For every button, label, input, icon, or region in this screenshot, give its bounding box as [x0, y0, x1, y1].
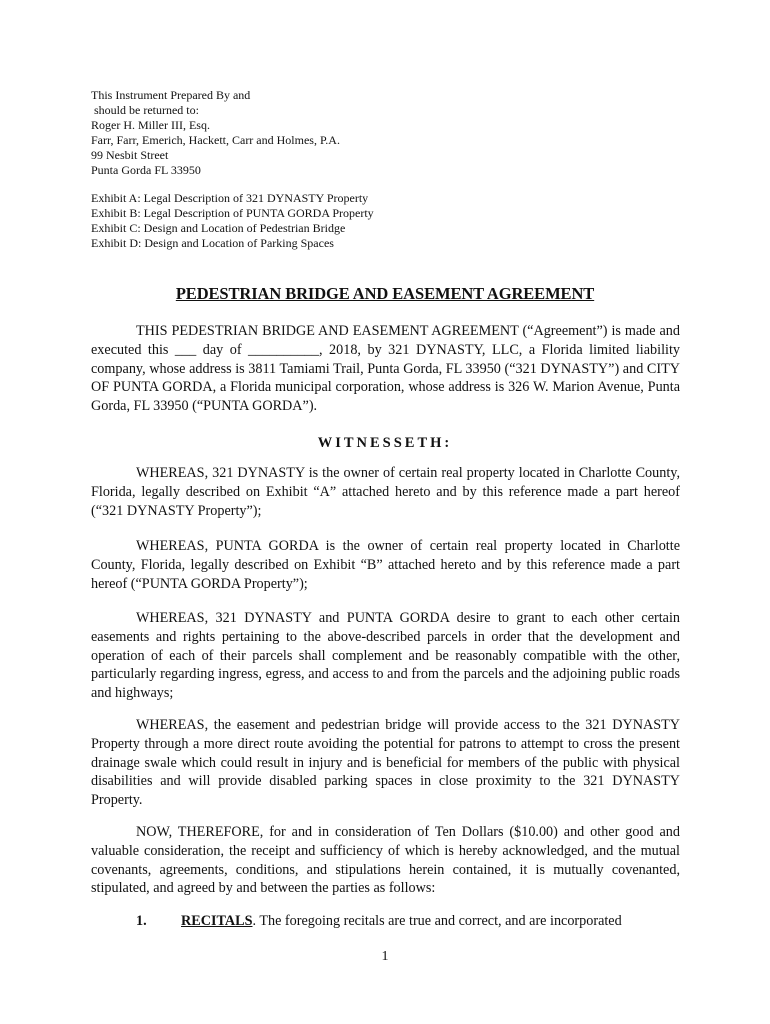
prepared-by-line: Farr, Farr, Emerich, Hackett, Carr and Holmes, P.A.: [91, 133, 340, 147]
document-title: PEDESTRIAN BRIDGE AND EASEMENT AGREEMENT: [175, 284, 595, 303]
section-heading: RECITALS: [181, 913, 253, 929]
prepared-by-line: Roger H. Miller III, Esq.: [91, 118, 210, 132]
prepared-by-line: 99 Nesbit Street: [91, 148, 169, 162]
intro-paragraph: THIS PEDESTRIAN BRIDGE AND EASEMENT AGREEMENT (“Agreement”) is made and executed this ___ day of __________, 2018, by 321 DYNASTY, LLC, a Florida limited liability company, whose address is 3811 Tamiami Trail, Punta Gorda, FL 33950 (“321 DYNASTY”) and CITY OF PUNTA GORDA, a Florida municipal corporation, whose address is 326 W. Marion Avenue, Punta Gorda, FL 33950 (“PUNTA GORDA”).: [91, 323, 680, 415]
whereas-paragraph: WHEREAS, the easement and pedestrian bridge will provide access to the 321 DYNASTY Property through a more direct route avoiding the potential for patrons to attempt to cross the present drainage swale which could result in injury and is beneficial for members of the public with physical disabilities and will provide disabled parking spaces in close proximity to the 321 DYNASTY Property.: [91, 717, 680, 809]
prepared-by-line: Punta Gorda FL 33950: [91, 163, 201, 177]
now-therefore-paragraph: NOW, THEREFORE, for and in consideration of Ten Dollars ($10.00) and other good and valuable consideration, the receipt and sufficiency of which is hereby acknowledged, and the mutual covenants, agreements, conditions, and stipulations herein contained, it is mutually covenanted, stipulated, and agreed by and between the parties as follows:: [91, 824, 680, 897]
exhibit-item: Exhibit B: Legal Description of PUNTA GORDA Property: [91, 206, 374, 220]
prepared-by-block: [91, 88, 340, 178]
whereas-paragraph: WHEREAS, PUNTA GORDA is the owner of certain real property located in Charlotte County, Florida, legally described on Exhibit “B” attached hereto and by this reference made a part hereof (“PUNTA GORDA Property”);: [91, 538, 680, 592]
section-1-recitals: [91, 912, 680, 931]
witnesseth-heading: WITNESSETH:: [317, 435, 453, 451]
exhibit-item: Exhibit C: Design and Location of Pedestrian Bridge: [91, 221, 346, 235]
exhibit-item: Exhibit D: Design and Location of Parking Spaces: [91, 236, 334, 250]
page-number: 1: [381, 949, 389, 964]
section-text: . The foregoing recitals are true and correct, and are incorporated: [252, 913, 622, 929]
prepared-by-line: should be returned to:: [91, 103, 199, 117]
section-number: 1.: [136, 913, 147, 929]
prepared-by-line: This Instrument Prepared By and: [91, 88, 251, 102]
exhibit-item: Exhibit A: Legal Description of 321 DYNASTY Property: [91, 191, 369, 205]
whereas-paragraph: WHEREAS, 321 DYNASTY is the owner of certain real property located in Charlotte County, Florida, legally described on Exhibit “A” attached hereto and by this reference made a part hereof (“321 DYNASTY Property”);: [91, 465, 680, 519]
whereas-paragraph: WHEREAS, 321 DYNASTY and PUNTA GORDA desire to grant to each other certain easements and rights pertaining to the above-described parcels in order that the development and operation of each of their parcels shall complement and be reasonably compatible with the other, particularly regarding ingress, egress, and access to and from the parcels and the adjoining public roads and highways;: [91, 610, 680, 702]
exhibit-list: [91, 191, 374, 251]
